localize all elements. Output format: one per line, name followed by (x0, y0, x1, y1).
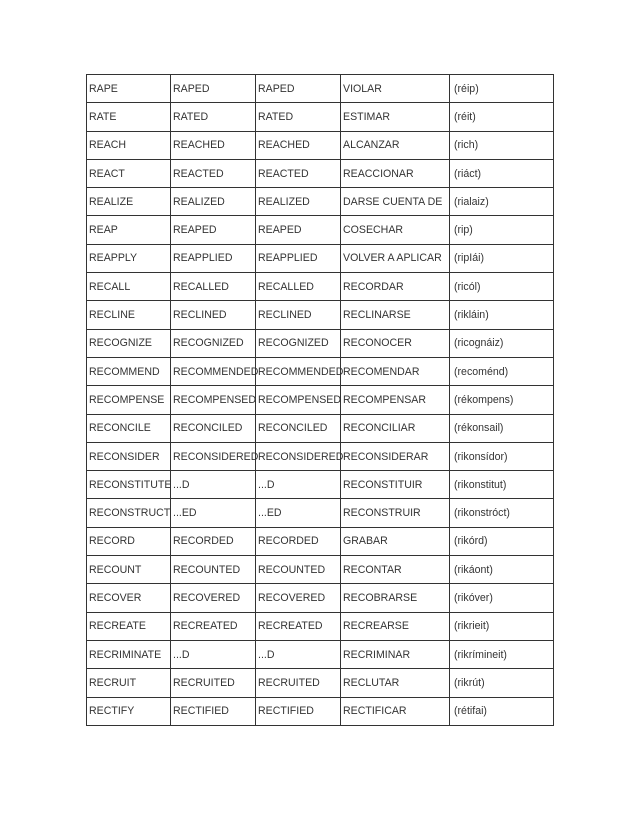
past-participle-cell: RECORDED (256, 527, 341, 555)
spanish-translation-cell: RECLUTAR (341, 669, 450, 697)
base-form-cell: RECRIMINATE (87, 640, 171, 668)
pronunciation-cell: (rikóver) (450, 584, 554, 612)
spanish-translation-cell: RECONCILIAR (341, 414, 450, 442)
table-row (87, 329, 554, 357)
table-row (87, 556, 554, 584)
past-tense-cell: RECTIFIED (171, 697, 256, 725)
spanish-translation-cell: RECONSIDERAR (341, 442, 450, 470)
table-row (87, 697, 554, 725)
past-participle-cell: RECREATED (256, 612, 341, 640)
past-participle-cell: RECRUITED (256, 669, 341, 697)
pronunciation-cell: (réip) (450, 75, 554, 103)
past-participle-cell: RECOVERED (256, 584, 341, 612)
base-form-cell: RATE (87, 103, 171, 131)
past-participle-cell: RECONCILED (256, 414, 341, 442)
pronunciation-cell: (rétifai) (450, 697, 554, 725)
base-form-cell: RECALL (87, 273, 171, 301)
pronunciation-cell: (rikláin) (450, 301, 554, 329)
past-participle-cell: RECOGNIZED (256, 329, 341, 357)
spanish-translation-cell: RECTIFICAR (341, 697, 450, 725)
past-tense-cell: RECONCILED (171, 414, 256, 442)
past-participle-cell: RECALLED (256, 273, 341, 301)
spanish-translation-cell: VIOLAR (341, 75, 450, 103)
past-tense-cell: RECOUNTED (171, 556, 256, 584)
pronunciation-cell: (ricognáiz) (450, 329, 554, 357)
past-participle-cell: REAPED (256, 216, 341, 244)
past-participle-cell: RECOMMENDED (256, 357, 341, 385)
table-row (87, 159, 554, 187)
past-participle-cell: RECONSIDERED (256, 442, 341, 470)
spanish-translation-cell: RECONSTRUIR (341, 499, 450, 527)
table-row (87, 414, 554, 442)
pronunciation-cell: (réit) (450, 103, 554, 131)
past-tense-cell: RECOVERED (171, 584, 256, 612)
pronunciation-cell: (ripIái) (450, 244, 554, 272)
table-row (87, 357, 554, 385)
past-participle-cell: RATED (256, 103, 341, 131)
pronunciation-cell: (rikáont) (450, 556, 554, 584)
past-tense-cell: RECRUITED (171, 669, 256, 697)
spanish-translation-cell: RECONTAR (341, 556, 450, 584)
past-tense-cell: RATED (171, 103, 256, 131)
pronunciation-cell: (rékonsail) (450, 414, 554, 442)
past-tense-cell: REAPED (171, 216, 256, 244)
table-row (87, 244, 554, 272)
pronunciation-cell: (riáct) (450, 159, 554, 187)
verb-table (86, 74, 554, 726)
spanish-translation-cell: ESTIMAR (341, 103, 450, 131)
table-row (87, 471, 554, 499)
past-participle-cell: REACTED (256, 159, 341, 187)
base-form-cell: REAP (87, 216, 171, 244)
table-row (87, 273, 554, 301)
spanish-translation-cell: COSECHAR (341, 216, 450, 244)
base-form-cell: RAPE (87, 75, 171, 103)
spanish-translation-cell: RECOBRARSE (341, 584, 450, 612)
base-form-cell: RECOMMEND (87, 357, 171, 385)
table-row (87, 216, 554, 244)
past-participle-cell: RECLINED (256, 301, 341, 329)
past-tense-cell: REAPPLIED (171, 244, 256, 272)
pronunciation-cell: (rékompens) (450, 386, 554, 414)
pronunciation-cell: (rikórd) (450, 527, 554, 555)
past-tense-cell: ...D (171, 640, 256, 668)
base-form-cell: RECLINE (87, 301, 171, 329)
spanish-translation-cell: RECORDAR (341, 273, 450, 301)
table-row (87, 612, 554, 640)
table-row (87, 75, 554, 103)
past-tense-cell: RECONSIDERED (171, 442, 256, 470)
past-tense-cell: REALIZED (171, 188, 256, 216)
table-row (87, 103, 554, 131)
table-row (87, 584, 554, 612)
past-tense-cell: RECALLED (171, 273, 256, 301)
table-row (87, 386, 554, 414)
base-form-cell: RECOVER (87, 584, 171, 612)
spanish-translation-cell: DARSE CUENTA DE (341, 188, 450, 216)
spanish-translation-cell: RECOMPENSAR (341, 386, 450, 414)
spanish-translation-cell: GRABAR (341, 527, 450, 555)
base-form-cell: RECONSTITUTE (87, 471, 171, 499)
past-participle-cell: ...D (256, 640, 341, 668)
table-row (87, 669, 554, 697)
table-row (87, 527, 554, 555)
past-participle-cell: REALIZED (256, 188, 341, 216)
spanish-translation-cell: RECONSTITUIR (341, 471, 450, 499)
table-row (87, 442, 554, 470)
base-form-cell: RECRUIT (87, 669, 171, 697)
table-row (87, 188, 554, 216)
spanish-translation-cell: ALCANZAR (341, 131, 450, 159)
past-participle-cell: RECOMPENSED (256, 386, 341, 414)
pronunciation-cell: (rialaiz) (450, 188, 554, 216)
past-tense-cell: RECOMPENSED (171, 386, 256, 414)
past-tense-cell: ...D (171, 471, 256, 499)
base-form-cell: RECOGNIZE (87, 329, 171, 357)
pronunciation-cell: (rikonstróct) (450, 499, 554, 527)
pronunciation-cell: (rikonsídor) (450, 442, 554, 470)
past-participle-cell: RECOUNTED (256, 556, 341, 584)
base-form-cell: RECONSIDER (87, 442, 171, 470)
base-form-cell: RECOUNT (87, 556, 171, 584)
spanish-translation-cell: RECLINARSE (341, 301, 450, 329)
base-form-cell: RECONSTRUCT (87, 499, 171, 527)
spanish-translation-cell: REACCIONAR (341, 159, 450, 187)
past-tense-cell: RECOMMENDED (171, 357, 256, 385)
table-row (87, 499, 554, 527)
table-row (87, 301, 554, 329)
base-form-cell: RECREATE (87, 612, 171, 640)
spanish-translation-cell: RECRIMINAR (341, 640, 450, 668)
base-form-cell: REACH (87, 131, 171, 159)
past-participle-cell: RAPED (256, 75, 341, 103)
spanish-translation-cell: RECOMENDAR (341, 357, 450, 385)
pronunciation-cell: (rip) (450, 216, 554, 244)
base-form-cell: RECTIFY (87, 697, 171, 725)
past-participle-cell: ...D (256, 471, 341, 499)
pronunciation-cell: (rich) (450, 131, 554, 159)
pronunciation-cell: (rikrút) (450, 669, 554, 697)
past-tense-cell: REACHED (171, 131, 256, 159)
pronunciation-cell: (rikrímineit) (450, 640, 554, 668)
base-form-cell: REALIZE (87, 188, 171, 216)
past-participle-cell: ...ED (256, 499, 341, 527)
base-form-cell: REACT (87, 159, 171, 187)
spanish-translation-cell: RECONOCER (341, 329, 450, 357)
base-form-cell: RECONCILE (87, 414, 171, 442)
past-tense-cell: RAPED (171, 75, 256, 103)
pronunciation-cell: (rikonstitut) (450, 471, 554, 499)
base-form-cell: RECOMPENSE (87, 386, 171, 414)
verb-table-body (87, 75, 554, 726)
base-form-cell: RECORD (87, 527, 171, 555)
base-form-cell: REAPPLY (87, 244, 171, 272)
past-tense-cell: RECOGNIZED (171, 329, 256, 357)
past-participle-cell: REACHED (256, 131, 341, 159)
pronunciation-cell: (rikrieit) (450, 612, 554, 640)
spanish-translation-cell: VOLVER A APLICAR (341, 244, 450, 272)
past-participle-cell: RECTIFIED (256, 697, 341, 725)
past-tense-cell: REACTED (171, 159, 256, 187)
past-tense-cell: ...ED (171, 499, 256, 527)
past-tense-cell: RECREATED (171, 612, 256, 640)
past-tense-cell: RECORDED (171, 527, 256, 555)
past-participle-cell: REAPPLIED (256, 244, 341, 272)
table-row (87, 640, 554, 668)
pronunciation-cell: (ricól) (450, 273, 554, 301)
spanish-translation-cell: RECREARSE (341, 612, 450, 640)
table-row (87, 131, 554, 159)
past-tense-cell: RECLINED (171, 301, 256, 329)
pronunciation-cell: (recoménd) (450, 357, 554, 385)
